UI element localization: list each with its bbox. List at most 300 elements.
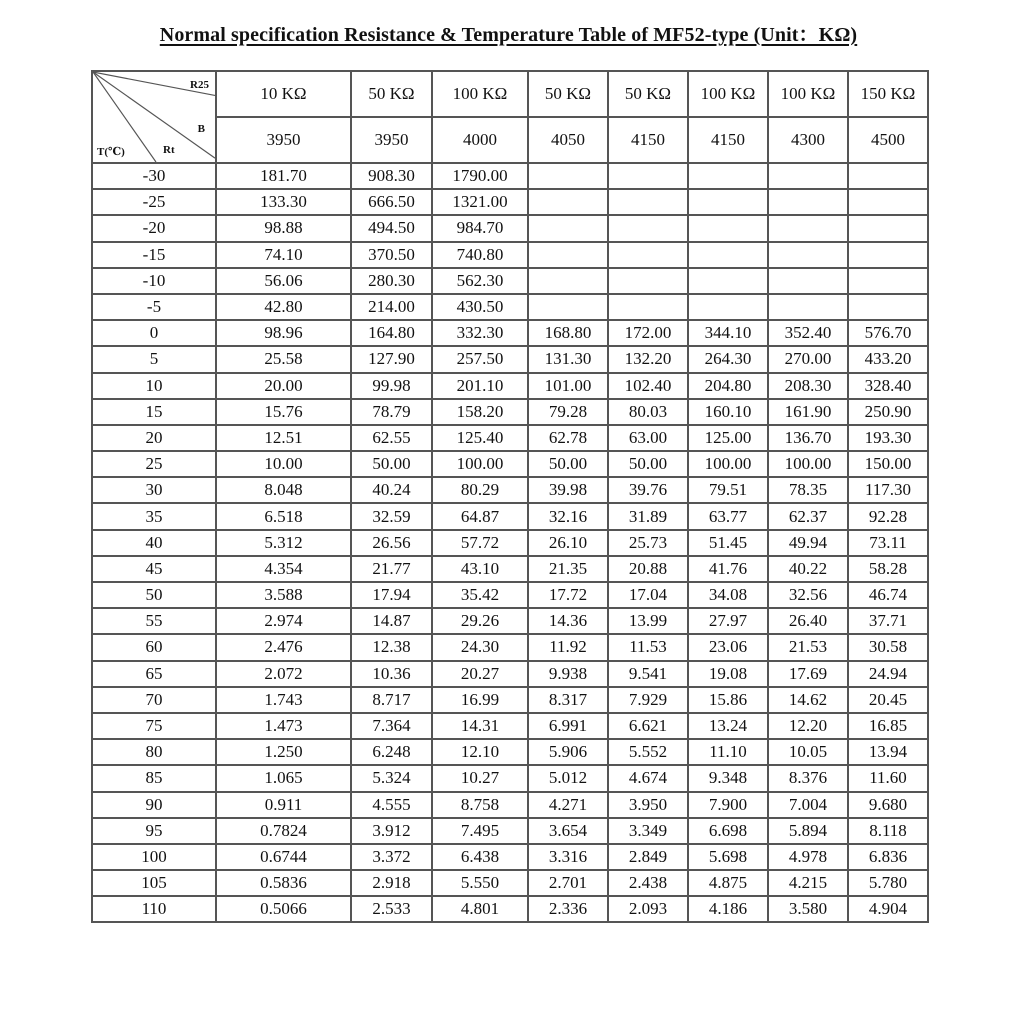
resistance-value-cell: 6.698 (688, 818, 768, 844)
b-value-header-cell: 4000 (432, 117, 528, 163)
resistance-value-cell: 40.24 (351, 477, 432, 503)
table-row (92, 687, 928, 713)
temperature-cell: 20 (92, 425, 216, 451)
resistance-value-cell: 257.50 (432, 346, 528, 372)
resistance-value-cell (528, 268, 608, 294)
resistance-value-cell: 14.36 (528, 608, 608, 634)
resistance-value-cell: 208.30 (768, 373, 848, 399)
resistance-value-cell: 50.00 (528, 451, 608, 477)
resistance-temperature-table (91, 70, 929, 923)
temperature-cell: 110 (92, 896, 216, 922)
resistance-value-cell (848, 294, 928, 320)
table-row (92, 399, 928, 425)
temperature-cell: 65 (92, 661, 216, 687)
resistance-value-cell: 2.438 (608, 870, 688, 896)
resistance-value-cell: 0.7824 (216, 818, 351, 844)
resistance-value-cell: 4.215 (768, 870, 848, 896)
resistance-value-cell: 80.29 (432, 477, 528, 503)
table-row (92, 608, 928, 634)
b-value-header-cell: 4500 (848, 117, 928, 163)
resistance-value-cell: 78.79 (351, 399, 432, 425)
resistance-value-cell: 158.20 (432, 399, 528, 425)
temperature-cell: 25 (92, 451, 216, 477)
resistance-value-cell: 17.04 (608, 582, 688, 608)
resistance-value-cell: 14.31 (432, 713, 528, 739)
resistance-value-cell: 172.00 (608, 320, 688, 346)
resistance-value-cell (688, 268, 768, 294)
temperature-cell: 45 (92, 556, 216, 582)
resistance-value-cell: 24.30 (432, 634, 528, 660)
resistance-value-cell: 11.53 (608, 634, 688, 660)
resistance-value-cell: 51.45 (688, 530, 768, 556)
resistance-value-cell: 50.00 (351, 451, 432, 477)
resistance-value-cell: 62.55 (351, 425, 432, 451)
resistance-value-cell: 1.250 (216, 739, 351, 765)
corner-label-temperature: T(℃) (97, 146, 125, 158)
resistance-value-cell: 562.30 (432, 268, 528, 294)
resistance-value-cell: 73.11 (848, 530, 928, 556)
resistance-value-cell: 9.938 (528, 661, 608, 687)
resistance-value-cell: 8.048 (216, 477, 351, 503)
resistance-value-cell: 3.912 (351, 818, 432, 844)
resistance-value-cell: 161.90 (768, 399, 848, 425)
resistance-value-cell: 12.20 (768, 713, 848, 739)
r25-header-cell: 150 KΩ (848, 71, 928, 117)
resistance-value-cell: 14.87 (351, 608, 432, 634)
resistance-value-cell: 5.894 (768, 818, 848, 844)
resistance-value-cell: 92.28 (848, 503, 928, 529)
resistance-value-cell: 5.312 (216, 530, 351, 556)
resistance-value-cell: 9.541 (608, 661, 688, 687)
resistance-value-cell (848, 215, 928, 241)
resistance-value-cell: 21.35 (528, 556, 608, 582)
resistance-value-cell: 57.72 (432, 530, 528, 556)
resistance-value-cell: 1790.00 (432, 163, 528, 189)
resistance-value-cell: 984.70 (432, 215, 528, 241)
resistance-value-cell: 98.88 (216, 215, 351, 241)
r25-header-cell: 100 KΩ (768, 71, 848, 117)
resistance-value-cell: 264.30 (688, 346, 768, 372)
resistance-value-cell: 181.70 (216, 163, 351, 189)
resistance-value-cell: 2.701 (528, 870, 608, 896)
resistance-value-cell: 30.58 (848, 634, 928, 660)
resistance-value-cell: 494.50 (351, 215, 432, 241)
resistance-value-cell: 63.77 (688, 503, 768, 529)
resistance-value-cell: 50.00 (608, 451, 688, 477)
temperature-cell: 60 (92, 634, 216, 660)
resistance-value-cell (528, 294, 608, 320)
resistance-value-cell: 8.758 (432, 792, 528, 818)
resistance-value-cell: 6.621 (608, 713, 688, 739)
resistance-value-cell: 8.376 (768, 765, 848, 791)
resistance-value-cell: 62.78 (528, 425, 608, 451)
resistance-value-cell: 4.978 (768, 844, 848, 870)
resistance-value-cell: 99.98 (351, 373, 432, 399)
r25-header-row (92, 71, 928, 117)
resistance-value-cell: 8.717 (351, 687, 432, 713)
table-row (92, 870, 928, 896)
resistance-value-cell: 12.51 (216, 425, 351, 451)
b-value-header-row (92, 117, 928, 163)
resistance-value-cell: 8.317 (528, 687, 608, 713)
temperature-cell: -30 (92, 163, 216, 189)
resistance-value-cell: 168.80 (528, 320, 608, 346)
resistance-value-cell: 49.94 (768, 530, 848, 556)
resistance-value-cell: 117.30 (848, 477, 928, 503)
resistance-value-cell: 270.00 (768, 346, 848, 372)
b-value-header-cell: 4150 (608, 117, 688, 163)
resistance-value-cell: 56.06 (216, 268, 351, 294)
resistance-value-cell: 10.36 (351, 661, 432, 687)
resistance-value-cell: 6.248 (351, 739, 432, 765)
table-row (92, 477, 928, 503)
resistance-value-cell (608, 189, 688, 215)
temperature-cell: 5 (92, 346, 216, 372)
resistance-value-cell: 19.08 (688, 661, 768, 687)
resistance-value-cell: 150.00 (848, 451, 928, 477)
corner-label-rt: Rt (163, 144, 175, 156)
b-value-header-cell: 4300 (768, 117, 848, 163)
resistance-value-cell: 5.698 (688, 844, 768, 870)
temperature-cell: 105 (92, 870, 216, 896)
resistance-value-cell: 201.10 (432, 373, 528, 399)
resistance-value-cell: 39.98 (528, 477, 608, 503)
table-row (92, 844, 928, 870)
r25-header-cell: 50 KΩ (528, 71, 608, 117)
resistance-value-cell: 1.743 (216, 687, 351, 713)
corner-label-b: B (197, 123, 205, 135)
resistance-value-cell: 204.80 (688, 373, 768, 399)
resistance-value-cell: 7.004 (768, 792, 848, 818)
resistance-value-cell: 32.56 (768, 582, 848, 608)
resistance-value-cell: 13.24 (688, 713, 768, 739)
resistance-value-cell: 0.911 (216, 792, 351, 818)
resistance-value-cell: 102.40 (608, 373, 688, 399)
resistance-value-cell: 6.991 (528, 713, 608, 739)
resistance-value-cell: 20.27 (432, 661, 528, 687)
temperature-cell: -10 (92, 268, 216, 294)
temperature-cell: -20 (92, 215, 216, 241)
resistance-value-cell: 42.80 (216, 294, 351, 320)
resistance-value-cell: 15.76 (216, 399, 351, 425)
resistance-value-cell: 0.6744 (216, 844, 351, 870)
resistance-value-cell: 6.836 (848, 844, 928, 870)
resistance-value-cell: 7.495 (432, 818, 528, 844)
resistance-value-cell: 5.324 (351, 765, 432, 791)
r25-header-cell: 50 KΩ (351, 71, 432, 117)
resistance-value-cell (768, 242, 848, 268)
resistance-value-cell: 344.10 (688, 320, 768, 346)
resistance-value-cell: 576.70 (848, 320, 928, 346)
resistance-value-cell (688, 215, 768, 241)
table-row (92, 373, 928, 399)
resistance-value-cell: 214.00 (351, 294, 432, 320)
table-row (92, 818, 928, 844)
resistance-value-cell: 74.10 (216, 242, 351, 268)
resistance-value-cell: 5.550 (432, 870, 528, 896)
resistance-value-cell: 4.271 (528, 792, 608, 818)
resistance-value-cell (768, 163, 848, 189)
resistance-value-cell: 13.99 (608, 608, 688, 634)
resistance-value-cell: 164.80 (351, 320, 432, 346)
resistance-value-cell: 80.03 (608, 399, 688, 425)
resistance-value-cell: 328.40 (848, 373, 928, 399)
resistance-value-cell: 100.00 (768, 451, 848, 477)
resistance-value-cell: 280.30 (351, 268, 432, 294)
resistance-value-cell: 7.929 (608, 687, 688, 713)
resistance-value-cell: 2.918 (351, 870, 432, 896)
resistance-value-cell (768, 268, 848, 294)
resistance-value-cell (688, 242, 768, 268)
resistance-value-cell: 4.555 (351, 792, 432, 818)
r25-header-cell: 10 KΩ (216, 71, 351, 117)
temperature-cell: 40 (92, 530, 216, 556)
resistance-value-cell: 43.10 (432, 556, 528, 582)
temperature-cell: -5 (92, 294, 216, 320)
table-row (92, 896, 928, 922)
resistance-value-cell: 27.97 (688, 608, 768, 634)
table-row (92, 268, 928, 294)
resistance-value-cell: 35.42 (432, 582, 528, 608)
resistance-value-cell: 10.05 (768, 739, 848, 765)
resistance-value-cell: 17.94 (351, 582, 432, 608)
resistance-value-cell: 20.88 (608, 556, 688, 582)
resistance-value-cell: 5.012 (528, 765, 608, 791)
resistance-value-cell: 370.50 (351, 242, 432, 268)
resistance-value-cell: 5.552 (608, 739, 688, 765)
resistance-value-cell: 7.364 (351, 713, 432, 739)
resistance-value-cell (768, 294, 848, 320)
resistance-value-cell (848, 242, 928, 268)
table-row (92, 530, 928, 556)
resistance-value-cell: 125.00 (688, 425, 768, 451)
resistance-value-cell: 20.00 (216, 373, 351, 399)
resistance-value-cell: 2.849 (608, 844, 688, 870)
resistance-value-cell (528, 215, 608, 241)
table-row (92, 294, 928, 320)
resistance-value-cell: 1.065 (216, 765, 351, 791)
resistance-value-cell: 2.072 (216, 661, 351, 687)
resistance-value-cell: 13.94 (848, 739, 928, 765)
resistance-value-cell (608, 294, 688, 320)
resistance-value-cell: 4.674 (608, 765, 688, 791)
resistance-value-cell: 2.336 (528, 896, 608, 922)
resistance-value-cell: 908.30 (351, 163, 432, 189)
resistance-value-cell: 25.73 (608, 530, 688, 556)
resistance-value-cell: 133.30 (216, 189, 351, 215)
table-row (92, 451, 928, 477)
resistance-value-cell: 1321.00 (432, 189, 528, 215)
table-row (92, 425, 928, 451)
resistance-value-cell: 98.96 (216, 320, 351, 346)
resistance-value-cell (688, 294, 768, 320)
resistance-value-cell: 3.372 (351, 844, 432, 870)
resistance-value-cell: 2.093 (608, 896, 688, 922)
resistance-value-cell: 79.28 (528, 399, 608, 425)
resistance-value-cell: 8.118 (848, 818, 928, 844)
temperature-cell: 30 (92, 477, 216, 503)
resistance-value-cell (608, 242, 688, 268)
table-row (92, 661, 928, 687)
resistance-value-cell (768, 189, 848, 215)
resistance-value-cell (848, 189, 928, 215)
resistance-value-cell: 64.87 (432, 503, 528, 529)
resistance-value-cell: 666.50 (351, 189, 432, 215)
temperature-cell: 70 (92, 687, 216, 713)
resistance-value-cell: 3.588 (216, 582, 351, 608)
temperature-cell: 90 (92, 792, 216, 818)
resistance-value-cell: 10.00 (216, 451, 351, 477)
resistance-value-cell: 63.00 (608, 425, 688, 451)
resistance-value-cell: 11.60 (848, 765, 928, 791)
resistance-value-cell: 4.354 (216, 556, 351, 582)
resistance-value-cell: 4.904 (848, 896, 928, 922)
table-row (92, 765, 928, 791)
resistance-value-cell: 332.30 (432, 320, 528, 346)
temperature-cell: 55 (92, 608, 216, 634)
table-row (92, 792, 928, 818)
table-row (92, 320, 928, 346)
resistance-value-cell: 32.59 (351, 503, 432, 529)
resistance-value-cell: 131.30 (528, 346, 608, 372)
temperature-cell: 15 (92, 399, 216, 425)
resistance-value-cell: 3.950 (608, 792, 688, 818)
r25-header-cell: 100 KΩ (688, 71, 768, 117)
table-row (92, 634, 928, 660)
resistance-value-cell: 100.00 (688, 451, 768, 477)
resistance-value-cell: 9.348 (688, 765, 768, 791)
r25-header-cell: 100 KΩ (432, 71, 528, 117)
resistance-value-cell: 12.38 (351, 634, 432, 660)
temperature-cell: 0 (92, 320, 216, 346)
resistance-value-cell (528, 163, 608, 189)
resistance-value-cell (688, 163, 768, 189)
resistance-value-cell: 2.974 (216, 608, 351, 634)
resistance-value-cell: 6.518 (216, 503, 351, 529)
resistance-value-cell: 430.50 (432, 294, 528, 320)
b-value-header-cell: 4150 (688, 117, 768, 163)
resistance-value-cell (848, 268, 928, 294)
resistance-value-cell: 3.349 (608, 818, 688, 844)
resistance-value-cell: 31.89 (608, 503, 688, 529)
resistance-value-cell: 5.906 (528, 739, 608, 765)
temperature-cell: -25 (92, 189, 216, 215)
resistance-value-cell: 10.27 (432, 765, 528, 791)
resistance-value-cell: 125.40 (432, 425, 528, 451)
resistance-value-cell: 34.08 (688, 582, 768, 608)
table-body (92, 163, 928, 922)
resistance-value-cell: 132.20 (608, 346, 688, 372)
temperature-cell: 85 (92, 765, 216, 791)
corner-label-r25: R25 (190, 79, 209, 91)
resistance-value-cell (608, 215, 688, 241)
resistance-value-cell: 433.20 (848, 346, 928, 372)
resistance-value-cell: 3.316 (528, 844, 608, 870)
temperature-cell: 100 (92, 844, 216, 870)
resistance-value-cell: 193.30 (848, 425, 928, 451)
resistance-value-cell: 136.70 (768, 425, 848, 451)
table-row (92, 503, 928, 529)
b-value-header-cell: 3950 (216, 117, 351, 163)
resistance-value-cell (688, 189, 768, 215)
table-row (92, 163, 928, 189)
resistance-value-cell: 3.654 (528, 818, 608, 844)
resistance-value-cell: 16.85 (848, 713, 928, 739)
resistance-value-cell: 100.00 (432, 451, 528, 477)
resistance-value-cell: 29.26 (432, 608, 528, 634)
temperature-cell: 50 (92, 582, 216, 608)
temperature-cell: -15 (92, 242, 216, 268)
resistance-value-cell: 17.72 (528, 582, 608, 608)
resistance-value-cell: 41.76 (688, 556, 768, 582)
resistance-value-cell: 6.438 (432, 844, 528, 870)
resistance-value-cell: 740.80 (432, 242, 528, 268)
resistance-value-cell (768, 215, 848, 241)
resistance-value-cell: 0.5836 (216, 870, 351, 896)
resistance-value-cell: 250.90 (848, 399, 928, 425)
table-row (92, 215, 928, 241)
table-row (92, 556, 928, 582)
resistance-value-cell: 26.10 (528, 530, 608, 556)
resistance-value-cell: 58.28 (848, 556, 928, 582)
table-row (92, 739, 928, 765)
resistance-value-cell: 352.40 (768, 320, 848, 346)
resistance-value-cell: 127.90 (351, 346, 432, 372)
resistance-value-cell: 24.94 (848, 661, 928, 687)
r25-header-cell: 50 KΩ (608, 71, 688, 117)
resistance-value-cell: 5.780 (848, 870, 928, 896)
resistance-value-cell (528, 242, 608, 268)
resistance-value-cell: 39.76 (608, 477, 688, 503)
resistance-value-cell: 4.875 (688, 870, 768, 896)
resistance-value-cell: 7.900 (688, 792, 768, 818)
resistance-value-cell (528, 189, 608, 215)
resistance-value-cell: 2.533 (351, 896, 432, 922)
resistance-value-cell: 11.92 (528, 634, 608, 660)
resistance-value-cell (848, 163, 928, 189)
resistance-value-cell: 32.16 (528, 503, 608, 529)
resistance-value-cell: 46.74 (848, 582, 928, 608)
table-row (92, 713, 928, 739)
temperature-cell: 95 (92, 818, 216, 844)
resistance-value-cell: 62.37 (768, 503, 848, 529)
resistance-value-cell: 1.473 (216, 713, 351, 739)
b-value-header-cell: 3950 (351, 117, 432, 163)
resistance-value-cell: 21.77 (351, 556, 432, 582)
resistance-value-cell: 0.5066 (216, 896, 351, 922)
temperature-cell: 80 (92, 739, 216, 765)
resistance-value-cell: 4.186 (688, 896, 768, 922)
resistance-value-cell: 20.45 (848, 687, 928, 713)
resistance-value-cell: 37.71 (848, 608, 928, 634)
temperature-cell: 35 (92, 503, 216, 529)
temperature-cell: 75 (92, 713, 216, 739)
resistance-value-cell: 16.99 (432, 687, 528, 713)
resistance-value-cell (608, 268, 688, 294)
resistance-value-cell: 15.86 (688, 687, 768, 713)
table-row (92, 242, 928, 268)
resistance-value-cell: 11.10 (688, 739, 768, 765)
resistance-value-cell: 160.10 (688, 399, 768, 425)
table-row (92, 189, 928, 215)
resistance-value-cell: 4.801 (432, 896, 528, 922)
resistance-value-cell: 23.06 (688, 634, 768, 660)
resistance-value-cell: 26.40 (768, 608, 848, 634)
table-row (92, 346, 928, 372)
resistance-value-cell: 2.476 (216, 634, 351, 660)
resistance-value-cell: 9.680 (848, 792, 928, 818)
resistance-value-cell: 25.58 (216, 346, 351, 372)
